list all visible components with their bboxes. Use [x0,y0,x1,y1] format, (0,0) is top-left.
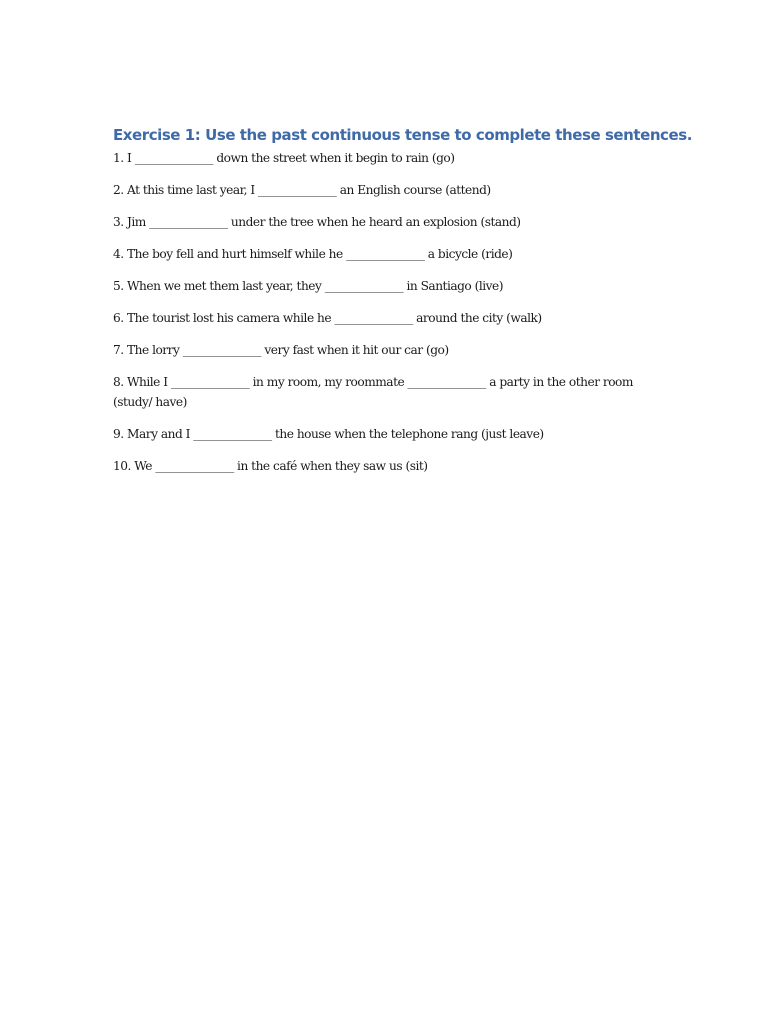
sentence-item: 8. While I ______________ in my room, my roommate ______________ a party in the other room (study/ have) [113,375,633,409]
sentence-list [113,148,658,488]
sentence-item: 4. The boy fell and hurt himself while he ______________ a bicycle (ride) [113,247,513,261]
sentence-item: 9. Mary and I ______________ the house when the telephone rang (just leave) [113,427,544,441]
sentence-item: 7. The lorry ______________ very fast when it hit our car (go) [113,343,449,357]
sentence-item: 6. The tourist lost his camera while he ______________ around the city (walk) [113,311,542,325]
sentence-item: 10. We ______________ in the café when they saw us (sit) [113,459,428,473]
sentence-item: 2. At this time last year, I ______________ an English course (attend) [113,183,491,197]
sentence-item: 3. Jim ______________ under the tree when he heard an explosion (stand) [113,215,521,229]
sentence-item: 1. I ______________ down the street when it begin to rain (go) [113,151,455,165]
exercise-title: Exercise 1: Use the past continuous tense to complete these sentences. [113,126,692,144]
sentence-item: 5. When we met them last year, they ______________ in Santiago (live) [113,279,504,293]
